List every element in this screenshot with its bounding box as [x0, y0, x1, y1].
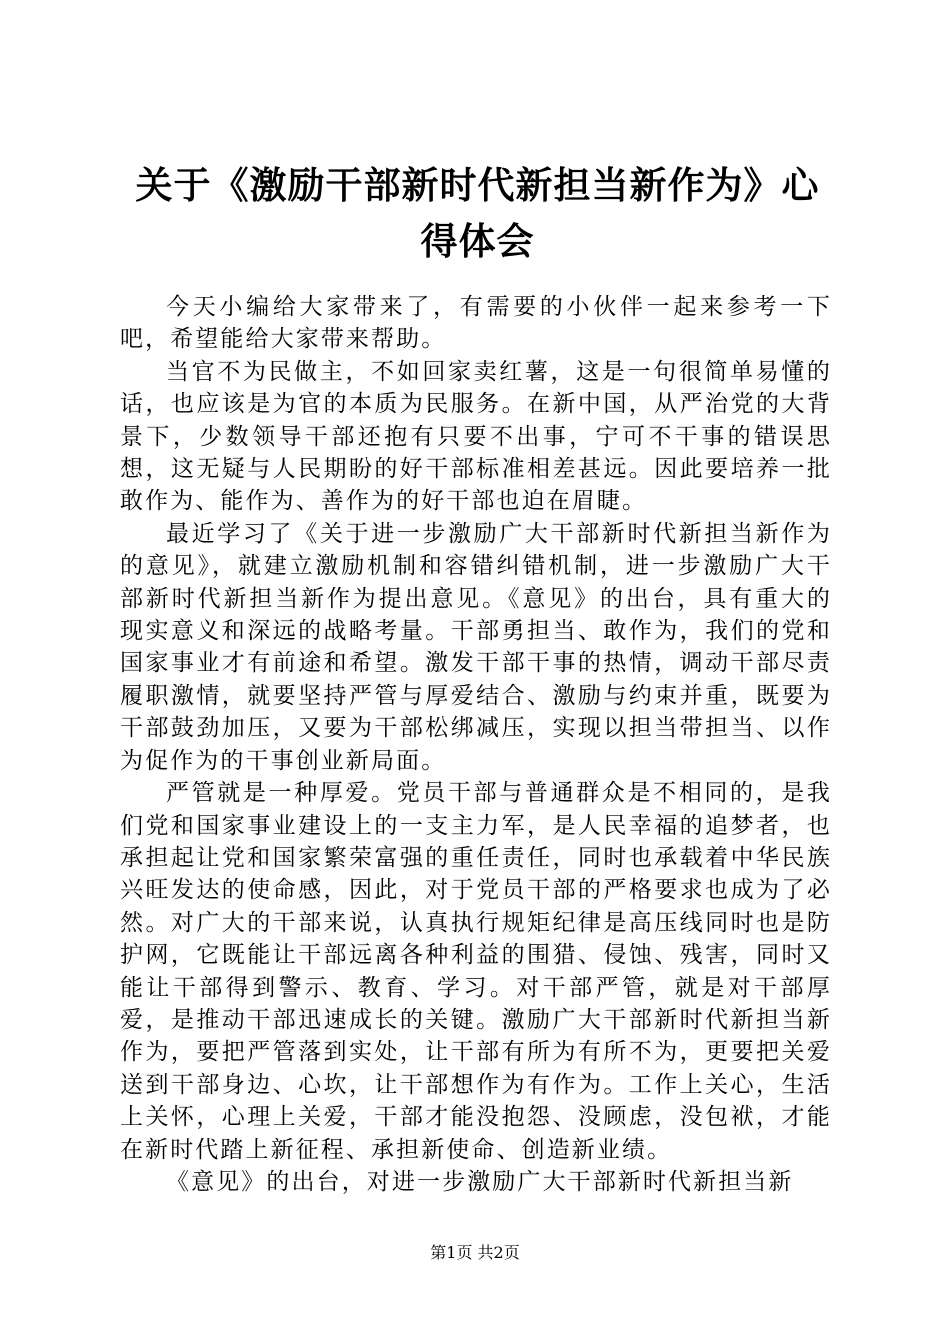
paragraph-3: 最近学习了《关于进一步激励广大干部新时代新担当新作为的意见》，就建立激励机制和容错纠错机制，进一步激励广大干部新时代新担当新作为提出意见。《意见》的出台，具有重大的现实意义和深远的战略考量。干部勇担当、敢作为，我们的党和国家事业才有前途和希望。激发干部干事的热情，调动干部尽责履职激情，就要坚持严管与厚爱结合、激励与约束并重，既要为干部鼓劲加压，又要为干部松绑减压，实现以担当带担当、以作为促作为的干事创业新局面。: [120, 520, 832, 774]
paragraph-5: 《意见》的出台，对进一步激励广大干部新时代新担当新: [166, 1168, 794, 1195]
paragraph-intro: 今天小编给大家带来了，有需要的小伙伴一起来参考一下吧，希望能给大家带来帮助。: [120, 294, 832, 353]
paragraph-4: 严管就是一种厚爱。党员干部与普通群众是不相同的，是我们党和国家事业建设上的一支主力军，是人民幸福的追梦者，也承担起让党和国家繁荣富强的重任责任，同时也承载着中华民族兴旺发达的使命感，因此，对于党员干部的严格要求也成为了必然。对广大的干部来说，认真执行规矩纪律是高压线同时也是防护网，它既能让干部远离各种利益的围猎、侵蚀、残害，同时又能让干部得到警示、教育、学习。对干部严管，就是对干部厚爱，是推动干部迅速成长的关键。激励广大干部新时代新担当新作为，要把严管落到实处，让干部有所为有所不为，更要把关爱送到干部身边、心坎，让干部想作为有作为。工作上关心，生活上关怀，心理上关爱，干部才能没抱怨、没顾虑，没包袱，才能在新时代踏上新征程、承担新使命、创造新业绩。: [120, 780, 832, 1163]
document-title: 关于《激励干部新时代新担当新作为》心得体会: [135, 164, 820, 263]
document-body: [120, 291, 832, 1198]
paragraph-2: 当官不为民做主，不如回家卖红薯，这是一句很简单易懂的话，也应该是为官的本质为民服务。在新中国，从严治党的大背景下，少数领导干部还抱有只要不出事，宁可不干事的错误思想，这无疑与人民期盼的好干部标准相差甚远。因此要培养一批敢作为、能作为、善作为的好干部也迫在眉睫。: [120, 358, 832, 515]
page-footer: 第1页 共2页: [430, 1243, 520, 1262]
